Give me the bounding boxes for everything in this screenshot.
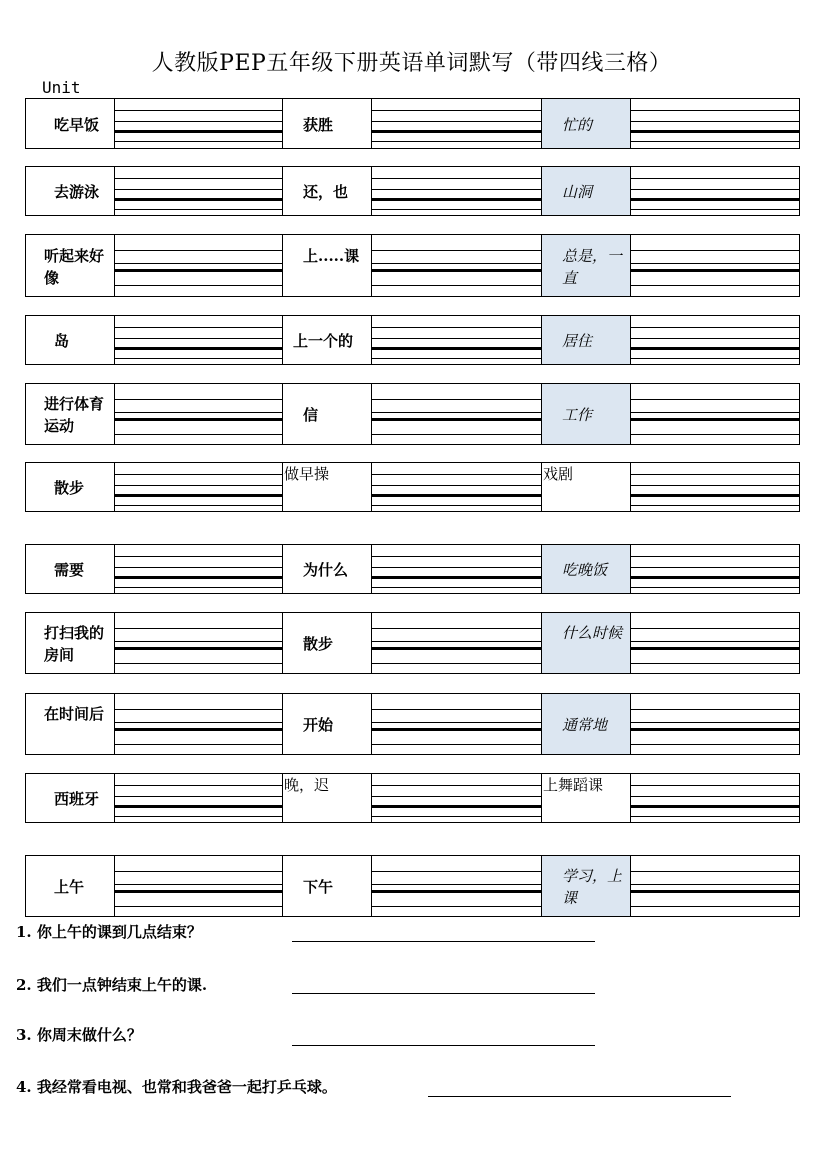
prompt-cell: [283, 463, 372, 511]
writing-guide-line: [115, 250, 282, 251]
writing-guide-line: [115, 434, 282, 435]
chinese-prompt: 岛: [54, 332, 70, 350]
writing-guide-line: [115, 556, 282, 557]
prompt-cell: [542, 463, 631, 511]
question-text: 3. 你周末做什么？: [16, 1026, 142, 1044]
chinese-prompt: 散步: [303, 635, 334, 653]
writing-guide-line: [631, 178, 799, 179]
writing-guide-line: [631, 130, 799, 133]
prompt-cell: [283, 384, 372, 444]
vocab-row: [25, 693, 800, 755]
writing-guide-line: [372, 587, 541, 588]
chinese-prompt: 散步: [54, 479, 85, 497]
writing-guide-line: [631, 728, 799, 731]
writing-cell[interactable]: [372, 235, 542, 296]
prompt-cell: [542, 545, 631, 593]
writing-guide-line: [372, 884, 541, 885]
chinese-prompt: 晚，迟: [284, 776, 330, 794]
writing-guide-line: [372, 628, 541, 629]
writing-guide-line: [631, 890, 799, 893]
chinese-prompt: 为什么: [303, 561, 349, 579]
chinese-prompt: 戏剧: [543, 465, 574, 483]
writing-cell[interactable]: [372, 774, 542, 822]
writing-guide-line: [115, 110, 282, 111]
chinese-prompt: 信: [303, 406, 319, 424]
writing-guide-line: [115, 130, 282, 133]
writing-cell[interactable]: [631, 545, 799, 593]
writing-guide-line: [372, 567, 541, 568]
writing-guide-line: [372, 805, 541, 808]
writing-guide-line: [372, 434, 541, 435]
writing-guide-line: [372, 418, 541, 421]
chinese-prompt: 通常地: [562, 716, 608, 734]
writing-guide-line: [115, 189, 282, 190]
chinese-prompt: 去游泳: [54, 183, 100, 201]
writing-guide-line: [115, 121, 282, 122]
writing-guide-line: [631, 285, 799, 286]
prompt-cell: [283, 545, 372, 593]
writing-guide-line: [372, 347, 541, 350]
writing-guide-line: [115, 805, 282, 808]
writing-guide-line: [372, 198, 541, 201]
prompt-cell: [26, 167, 115, 215]
writing-guide-line: [631, 347, 799, 350]
writing-guide-line: [115, 399, 282, 400]
writing-guide-line: [372, 906, 541, 907]
writing-guide-line: [115, 418, 282, 421]
chinese-prompt: 吃晚饭: [562, 561, 608, 579]
writing-guide-line: [631, 576, 799, 579]
chinese-prompt: 什么时候: [562, 624, 623, 642]
writing-guide-line: [631, 141, 799, 142]
prompt-cell: [26, 99, 115, 148]
writing-guide-line: [372, 110, 541, 111]
writing-guide-line: [631, 805, 799, 808]
prompt-cell: [542, 235, 631, 296]
prompt-cell: [283, 694, 372, 754]
writing-guide-line: [631, 209, 799, 210]
prompt-cell: [283, 856, 372, 916]
writing-guide-line: [115, 327, 282, 328]
answer-line[interactable]: [428, 1096, 731, 1097]
writing-guide-line: [115, 744, 282, 745]
writing-guide-line: [115, 141, 282, 142]
question-text: 2. 我们一点钟结束上午的课.: [16, 976, 208, 994]
chinese-prompt: 打扫我的房间: [44, 624, 105, 664]
chinese-prompt: 下午: [303, 878, 334, 896]
chinese-prompt: 听起来好像: [44, 246, 105, 287]
chinese-prompt: 总是，一直: [562, 246, 623, 287]
writing-guide-line: [115, 338, 282, 339]
prompt-cell: [542, 167, 631, 215]
writing-cell[interactable]: [115, 99, 283, 148]
answer-line[interactable]: [292, 993, 595, 994]
writing-guide-line: [631, 121, 799, 122]
writing-cell[interactable]: [631, 99, 799, 148]
writing-guide-line: [115, 628, 282, 629]
writing-guide-line: [631, 198, 799, 201]
writing-guide-line: [372, 505, 541, 506]
chinese-prompt: 上午: [54, 878, 85, 896]
writing-guide-line: [115, 285, 282, 286]
writing-guide-line: [115, 709, 282, 710]
writing-guide-line: [372, 412, 541, 413]
writing-guide-line: [115, 890, 282, 893]
writing-cell[interactable]: [115, 463, 283, 511]
writing-cell[interactable]: [631, 856, 799, 916]
writing-guide-line: [631, 269, 799, 272]
writing-guide-line: [372, 474, 541, 475]
chinese-prompt: 吃早饭: [54, 115, 100, 134]
vocab-row: [25, 234, 800, 297]
writing-guide-line: [631, 647, 799, 650]
writing-guide-line: [372, 485, 541, 486]
prompt-cell: [542, 774, 631, 822]
chinese-prompt: 忙的: [562, 115, 593, 134]
writing-guide-line: [372, 871, 541, 872]
writing-guide-line: [372, 189, 541, 190]
writing-cell[interactable]: [115, 235, 283, 296]
chinese-prompt: 上舞蹈课: [543, 776, 604, 794]
question-text: 4. 我经常看电视、也常和我爸爸一起打乒乓球。: [16, 1078, 337, 1096]
writing-guide-line: [115, 884, 282, 885]
writing-guide-line: [115, 505, 282, 506]
question-text: 1. 你上午的课到几点结束？: [16, 923, 202, 941]
writing-guide-line: [631, 474, 799, 475]
unit-label: Unit: [42, 78, 81, 97]
writing-guide-line: [372, 269, 541, 272]
writing-guide-line: [115, 474, 282, 475]
writing-guide-line: [631, 327, 799, 328]
writing-guide-line: [631, 628, 799, 629]
vocab-row: [25, 315, 800, 365]
writing-guide-line: [631, 744, 799, 745]
writing-guide-line: [631, 567, 799, 568]
vocab-row: [25, 166, 800, 216]
writing-guide-line: [115, 347, 282, 350]
writing-guide-line: [631, 816, 799, 817]
writing-guide-line: [372, 285, 541, 286]
writing-guide-line: [372, 556, 541, 557]
prompt-cell: [26, 235, 115, 296]
writing-guide-line: [372, 576, 541, 579]
writing-guide-line: [372, 722, 541, 723]
chinese-prompt: 进行体育运动: [44, 395, 105, 435]
writing-cell[interactable]: [372, 613, 542, 673]
writing-guide-line: [115, 641, 282, 642]
writing-guide-line: [372, 141, 541, 142]
writing-cell[interactable]: [631, 167, 799, 215]
chinese-prompt: 需要: [54, 561, 85, 579]
vocab-row: [25, 462, 800, 512]
writing-guide-line: [631, 250, 799, 251]
chinese-prompt: 做早操: [284, 465, 330, 483]
writing-guide-line: [372, 178, 541, 179]
writing-cell[interactable]: [372, 694, 542, 754]
writing-guide-line: [372, 263, 541, 264]
writing-guide-line: [115, 485, 282, 486]
writing-guide-line: [115, 728, 282, 731]
writing-guide-line: [631, 505, 799, 506]
prompt-cell: [283, 316, 372, 364]
prompt-cell: [283, 613, 372, 673]
writing-guide-line: [115, 906, 282, 907]
writing-guide-line: [115, 494, 282, 497]
writing-cell[interactable]: [372, 856, 542, 916]
prompt-cell: [26, 613, 115, 673]
writing-guide-line: [115, 198, 282, 201]
writing-guide-line: [115, 269, 282, 272]
writing-guide-line: [115, 576, 282, 579]
writing-guide-line: [372, 663, 541, 664]
writing-guide-line: [115, 358, 282, 359]
writing-cell[interactable]: [115, 774, 283, 822]
writing-cell[interactable]: [631, 694, 799, 754]
chinese-prompt: 在时间后: [44, 705, 105, 723]
answer-line[interactable]: [292, 941, 595, 942]
writing-cell[interactable]: [115, 316, 283, 364]
answer-line[interactable]: [292, 1045, 595, 1046]
writing-guide-line: [372, 250, 541, 251]
writing-guide-line: [372, 744, 541, 745]
chinese-prompt: 上一个的: [293, 332, 354, 350]
writing-cell[interactable]: [115, 545, 283, 593]
prompt-cell: [542, 316, 631, 364]
writing-guide-line: [372, 647, 541, 650]
writing-cell[interactable]: [631, 316, 799, 364]
writing-guide-line: [115, 785, 282, 786]
writing-cell[interactable]: [631, 774, 799, 822]
chinese-prompt: 山洞: [562, 183, 593, 201]
writing-guide-line: [631, 722, 799, 723]
writing-guide-line: [372, 399, 541, 400]
writing-guide-line: [115, 178, 282, 179]
prompt-cell: [26, 774, 115, 822]
writing-guide-line: [115, 209, 282, 210]
writing-guide-line: [372, 121, 541, 122]
writing-cell[interactable]: [631, 384, 799, 444]
writing-guide-line: [115, 567, 282, 568]
writing-guide-line: [115, 647, 282, 650]
writing-guide-line: [372, 796, 541, 797]
prompt-cell: [542, 856, 631, 916]
prompt-cell: [26, 694, 115, 754]
vocab-row: [25, 773, 800, 823]
writing-guide-line: [115, 263, 282, 264]
writing-cell[interactable]: [631, 463, 799, 511]
writing-guide-line: [372, 709, 541, 710]
writing-guide-line: [631, 338, 799, 339]
writing-cell[interactable]: [372, 463, 542, 511]
writing-cell[interactable]: [372, 99, 542, 148]
writing-guide-line: [631, 263, 799, 264]
vocab-row: [25, 383, 800, 445]
writing-guide-line: [115, 796, 282, 797]
writing-cell[interactable]: [372, 384, 542, 444]
writing-guide-line: [631, 663, 799, 664]
writing-guide-line: [631, 189, 799, 190]
writing-cell[interactable]: [372, 545, 542, 593]
chinese-prompt: 还，也: [303, 183, 349, 201]
prompt-cell: [26, 545, 115, 593]
prompt-cell: [283, 235, 372, 296]
prompt-cell: [283, 99, 372, 148]
writing-cell[interactable]: [631, 235, 799, 296]
prompt-cell: [26, 856, 115, 916]
vocab-row: [25, 612, 800, 674]
writing-cell[interactable]: [115, 167, 283, 215]
writing-guide-line: [115, 816, 282, 817]
page-title: 人教版PEP五年级下册英语单词默写（带四线三格）: [151, 51, 672, 76]
writing-guide-line: [631, 884, 799, 885]
writing-guide-line: [115, 587, 282, 588]
vocab-row: [25, 98, 800, 149]
writing-guide-line: [631, 641, 799, 642]
writing-guide-line: [372, 785, 541, 786]
writing-guide-line: [631, 485, 799, 486]
prompt-cell: [283, 167, 372, 215]
chinese-prompt: 学习，上课: [562, 867, 623, 907]
writing-guide-line: [631, 556, 799, 557]
writing-guide-line: [631, 494, 799, 497]
prompt-cell: [542, 694, 631, 754]
writing-guide-line: [372, 327, 541, 328]
prompt-cell: [283, 774, 372, 822]
writing-guide-line: [115, 722, 282, 723]
writing-guide-line: [372, 641, 541, 642]
vocab-row: [25, 544, 800, 594]
writing-guide-line: [631, 785, 799, 786]
prompt-cell: [542, 613, 631, 673]
vocab-row: [25, 855, 800, 917]
chinese-prompt: 开始: [303, 716, 334, 734]
writing-guide-line: [372, 209, 541, 210]
writing-guide-line: [631, 418, 799, 421]
prompt-cell: [542, 99, 631, 148]
writing-guide-line: [372, 494, 541, 497]
chinese-prompt: 获胜: [303, 115, 334, 134]
writing-guide-line: [631, 110, 799, 111]
chinese-prompt: 工作: [562, 406, 593, 424]
writing-guide-line: [372, 816, 541, 817]
writing-guide-line: [372, 130, 541, 133]
chinese-prompt: 上.....课: [303, 246, 360, 265]
writing-guide-line: [631, 434, 799, 435]
prompt-cell: [26, 463, 115, 511]
writing-guide-line: [631, 906, 799, 907]
writing-guide-line: [631, 399, 799, 400]
writing-guide-line: [631, 358, 799, 359]
chinese-prompt: 西班牙: [54, 790, 100, 808]
writing-cell[interactable]: [115, 613, 283, 673]
prompt-cell: [542, 384, 631, 444]
writing-guide-line: [115, 663, 282, 664]
writing-guide-line: [631, 709, 799, 710]
writing-cell[interactable]: [372, 167, 542, 215]
writing-guide-line: [631, 587, 799, 588]
writing-guide-line: [631, 412, 799, 413]
writing-cell[interactable]: [372, 316, 542, 364]
prompt-cell: [26, 384, 115, 444]
chinese-prompt: 居住: [562, 332, 593, 350]
writing-guide-line: [372, 358, 541, 359]
writing-cell[interactable]: [631, 613, 799, 673]
writing-cell[interactable]: [115, 856, 283, 916]
writing-guide-line: [372, 728, 541, 731]
writing-guide-line: [115, 871, 282, 872]
writing-cell[interactable]: [115, 694, 283, 754]
writing-guide-line: [115, 412, 282, 413]
prompt-cell: [26, 316, 115, 364]
writing-guide-line: [372, 338, 541, 339]
writing-cell[interactable]: [115, 384, 283, 444]
writing-guide-line: [372, 890, 541, 893]
writing-guide-line: [631, 796, 799, 797]
writing-guide-line: [631, 871, 799, 872]
